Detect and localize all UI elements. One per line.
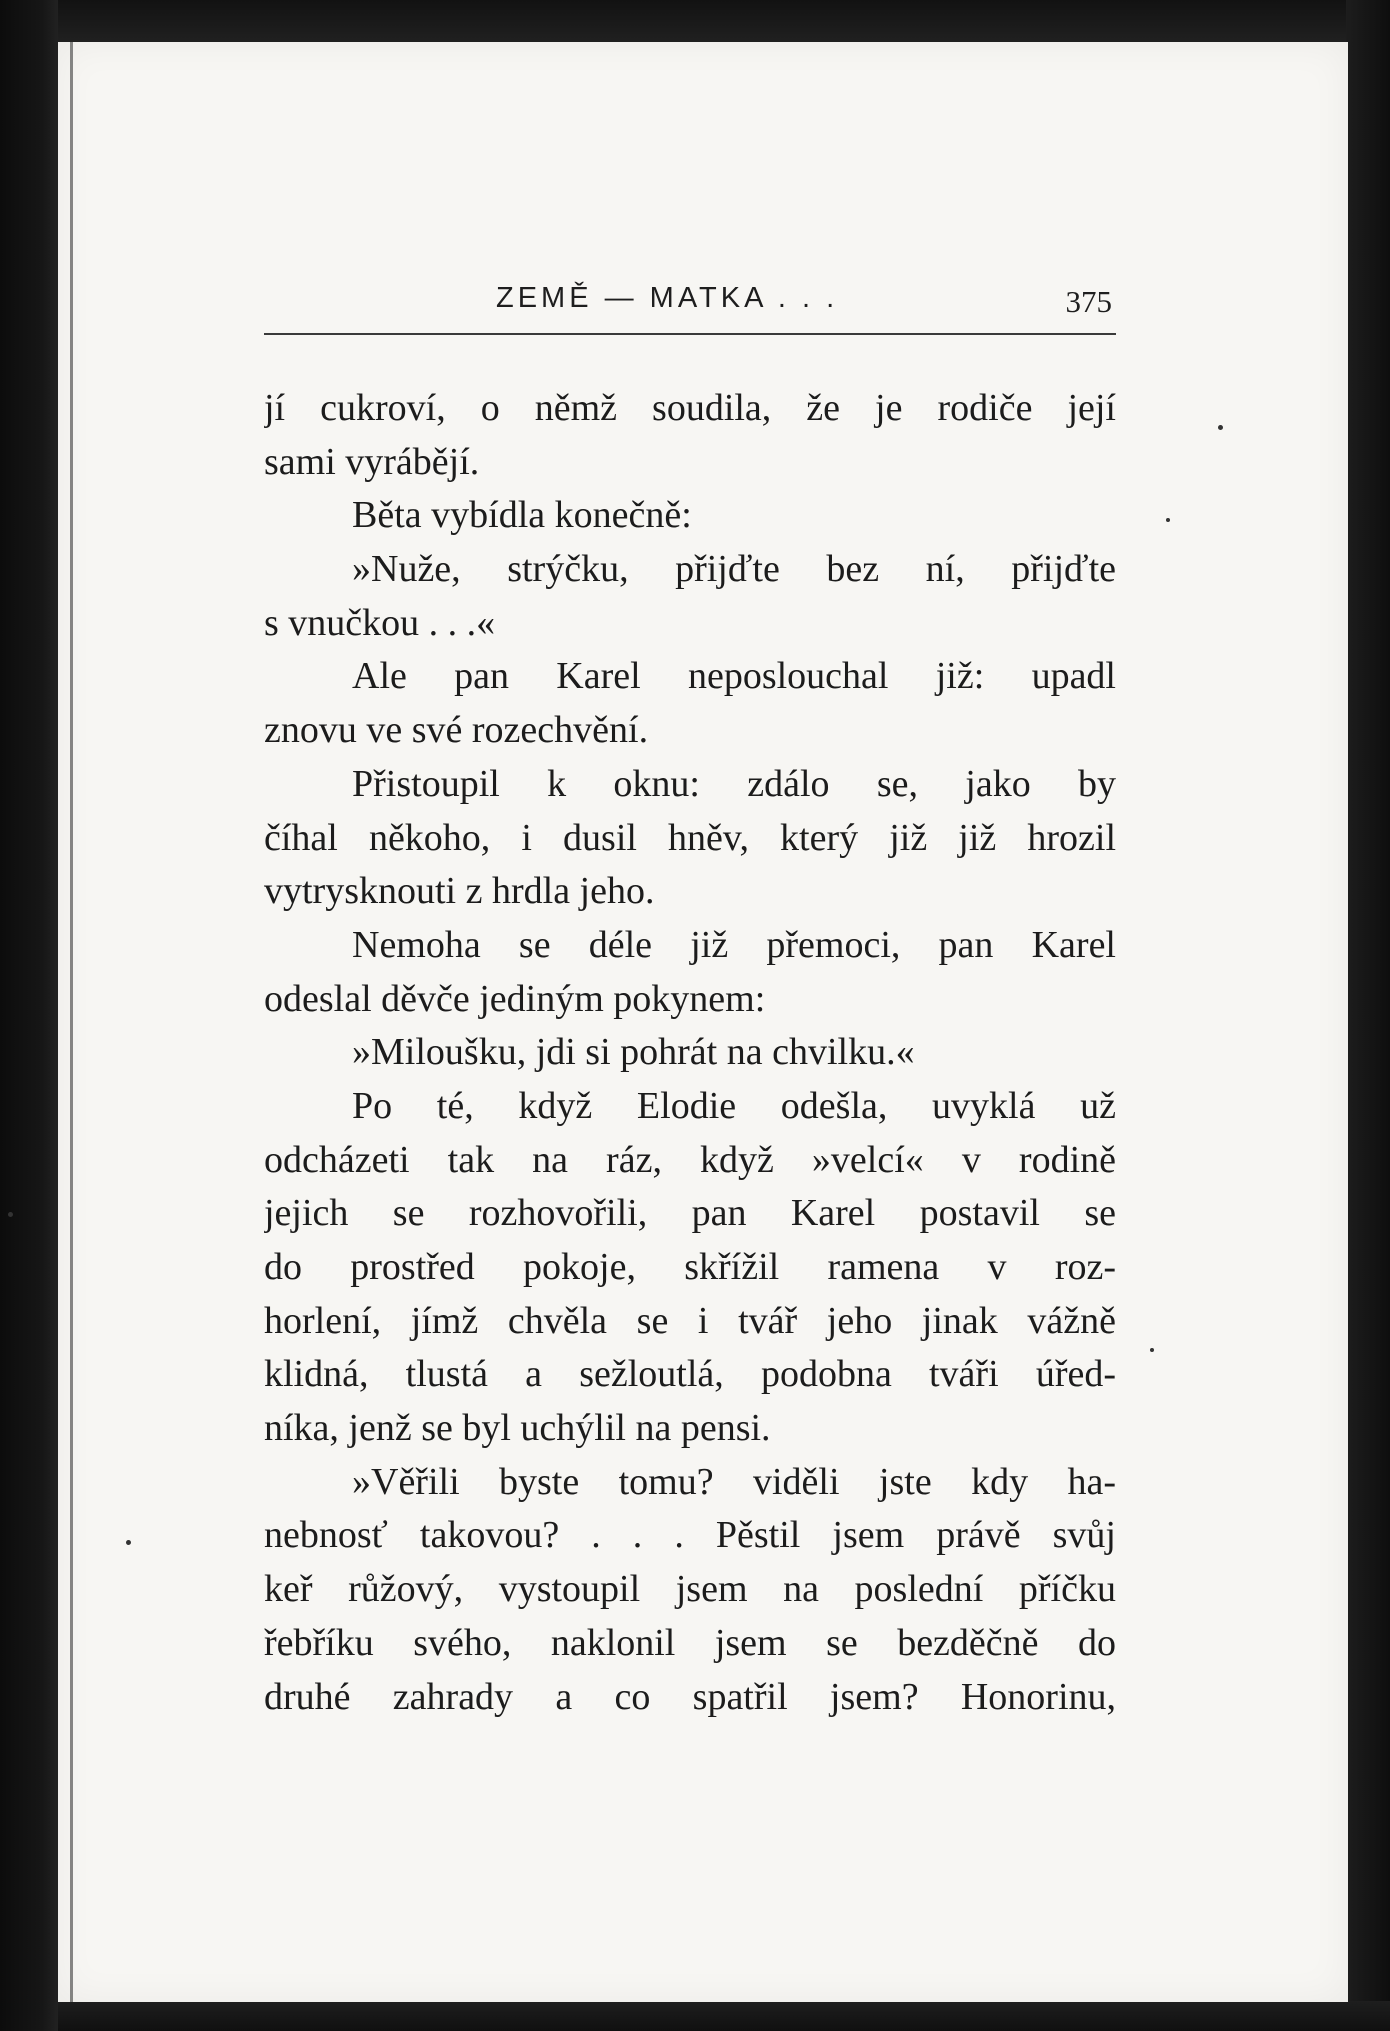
text-line: odeslal děvče jediným pokynem: [264,977,766,1020]
text-line: vytrysknouti z hrdla jeho. [264,870,655,913]
text-line: jejich se rozhovořili, pan Karel postavil se [264,1192,1116,1235]
text-line: s vnučkou . . .« [264,601,496,644]
running-title: ZEMĚ — MATKA . . . [496,282,839,314]
text-line: jí cukroví, o němž soudila, že je rodiče její [264,387,1116,429]
bottom-edge-shadow [58,2001,1390,2031]
paper-speck [1166,518,1170,522]
text-line: číhal někoho, i dusil hněv, který již již hrozil [264,816,1116,859]
body-text [264,382,1116,1724]
text-line: sami vyrábějí. [264,440,480,483]
text-line: řebříku svého, naklonil jsem se bezděčně do [264,1621,1116,1664]
text-line: keř růžový, vystoupil jsem na poslední příčku [264,1568,1116,1611]
text-line: nebnosť takovou? . . . Pěstil jsem právě svůj [264,1514,1116,1557]
text-line: odcházeti tak na ráz, když »velcí« v rodině [264,1138,1116,1181]
text-line: Přistoupil k oknu: zdálo se, jako by [352,762,1116,805]
paper-speck [126,1540,131,1545]
text-line: Běta vybídla konečně: [352,494,692,537]
text-line: horlení, jímž chvěla se i tvář jeho jinak vážně [264,1299,1116,1342]
text-line: Po té, když Elodie odešla, uvyklá už [352,1084,1116,1127]
top-edge-shadow [58,0,1390,42]
paper-speck [1150,1348,1154,1352]
paper-speck [1218,425,1223,430]
header-rule [264,333,1116,335]
text-line: znovu ve své rozechvění. [264,709,649,752]
right-edge-shadow [1346,0,1390,2031]
text-line: klidná, tlustá a sežloutlá, podobna tváři úřed- [264,1353,1116,1396]
text-line: »Miloušku, jdi si pohrát na chvilku.« [352,1031,915,1074]
running-header [264,278,1116,328]
gutter-line [70,42,73,2002]
text-line: »Nuže, strýčku, přijďte bez ní, přijďte [352,548,1116,591]
text-line: níka, jenž se byl uchýlil na pensi. [264,1407,771,1450]
text-line: do prostřed pokoje, skřížil ramena v roz- [264,1246,1116,1288]
text-line: Ale pan Karel neposlouchal již: upadl [352,655,1116,698]
text-line: Nemoha se déle již přemoci, pan Karel [352,923,1116,966]
page-number: 375 [1065,284,1112,319]
text-line: druhé zahrady a co spatřil jsem? Honorinu, [264,1675,1116,1718]
text-line: »Věřili byste tomu? viděli jste kdy ha- [352,1460,1116,1503]
paper-speck [8,1212,13,1217]
